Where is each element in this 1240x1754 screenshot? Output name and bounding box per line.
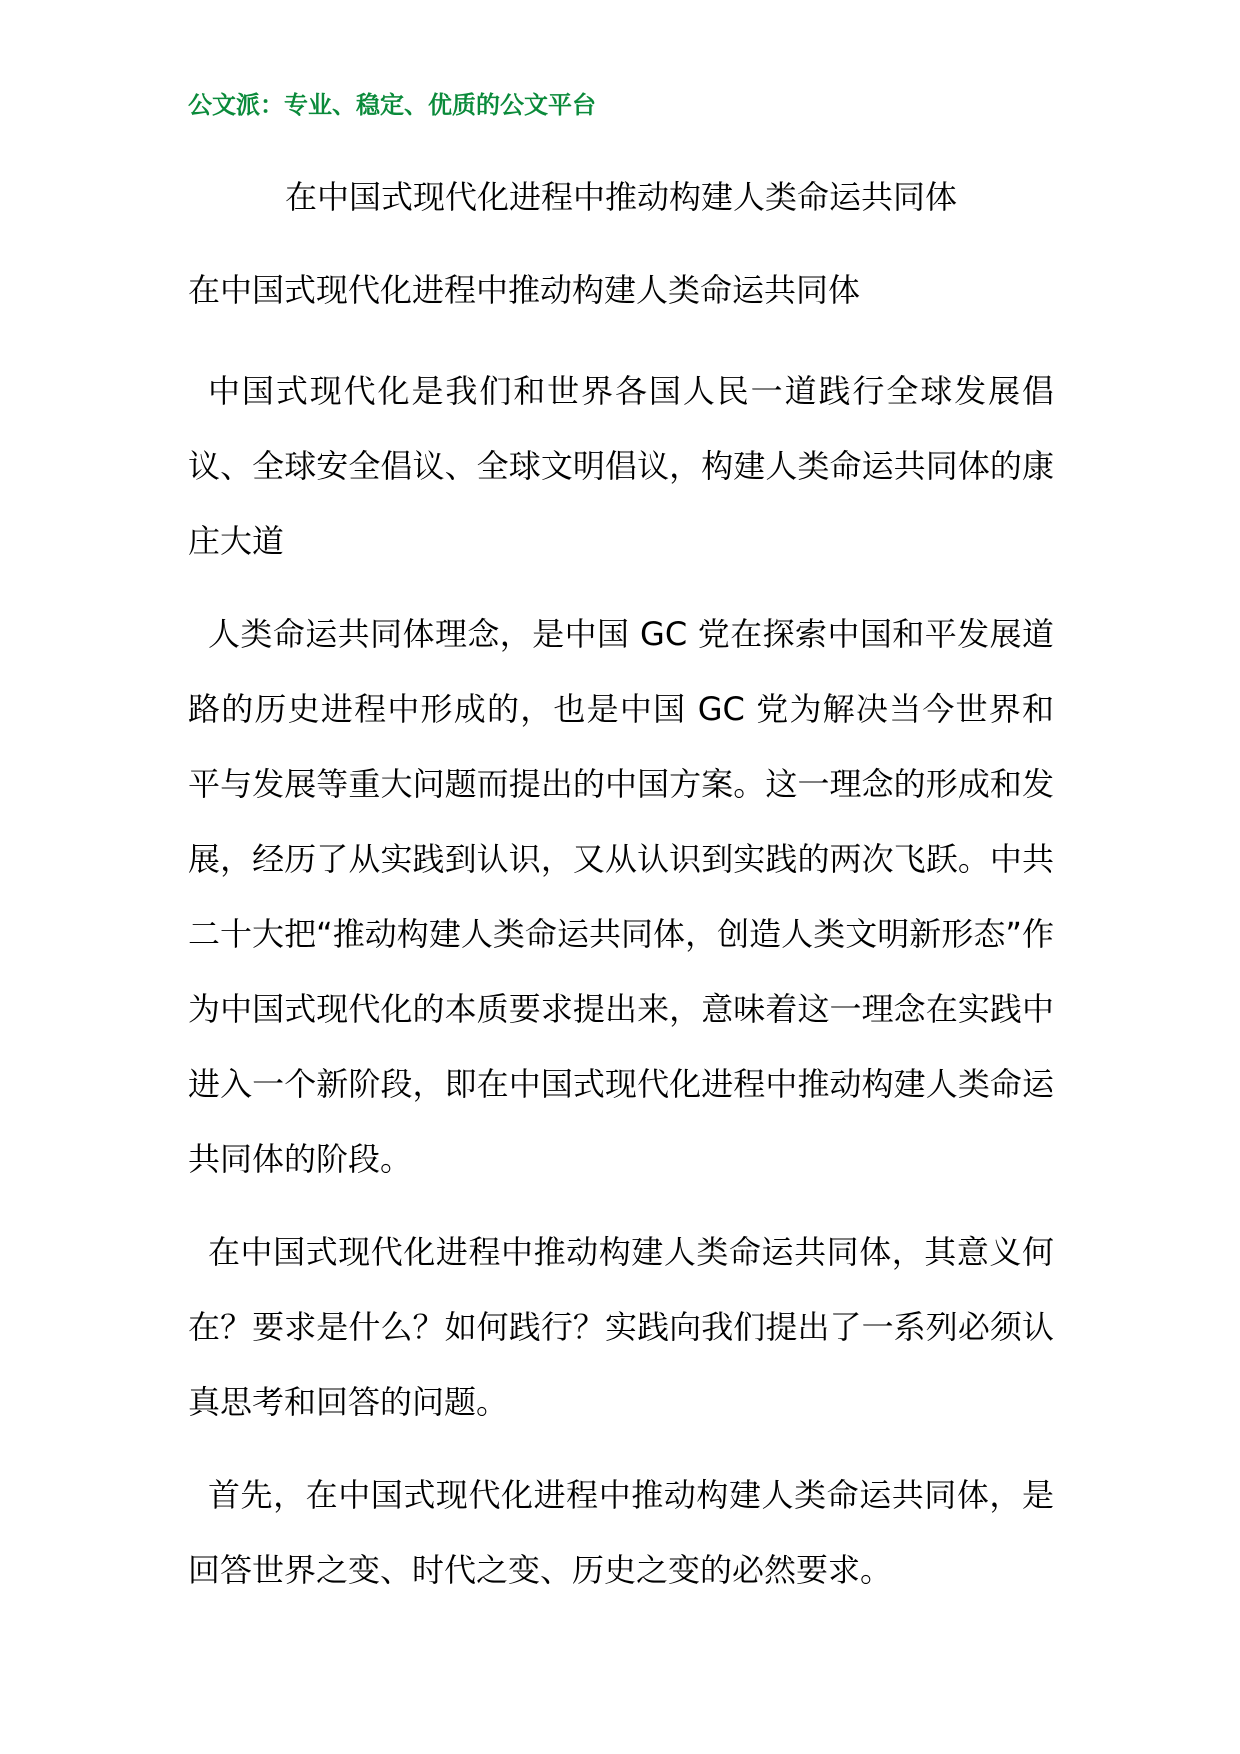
document-body [188,354,1054,1626]
document-title: 在中国式现代化进程中推动构建人类命运共同体 [284,178,957,216]
paragraph-3: 在中国式现代化进程中推动构建人类命运共同体，其意义何在？要求是什么？如何践行？实践向我们提出了一系列必须认真思考和回答的问题。 [188,1233,1054,1421]
paragraph-4: 首先，在中国式现代化进程中推动构建人类命运共同体，是回答世界之变、时代之变、历史之变的必然要求。 [188,1476,1054,1589]
header-brand: 公文派：专业、稳定、优质的公文平台 [188,90,596,119]
document-subtitle: 在中国式现代化进程中推动构建人类命运共同体 [188,271,861,309]
paragraph-1: 中国式现代化是我们和世界各国人民一道践行全球发展倡议、全球安全倡议、全球文明倡议，构建人类命运共同体的康庄大道 [188,372,1054,560]
paragraph-2: 人类命运共同体理念，是中国 GC 党在探索中国和平发展道路的历史进程中形成的，也是中国 GC 党为解决当今世界和平与发展等重大问题而提出的中国方案。这一理念的形成和发展，经历了从实践到认识，又从认识到实践的两次飞跃。中共二十大把“推动构建人类命运共同体，创造人类文明新形态”作为中国式现代化的本质要求提出来，意味着这一理念在实践中进入一个新阶段，即在中国式现代化进程中推动构建人类命运共同体的阶段。 [188,615,1054,1178]
